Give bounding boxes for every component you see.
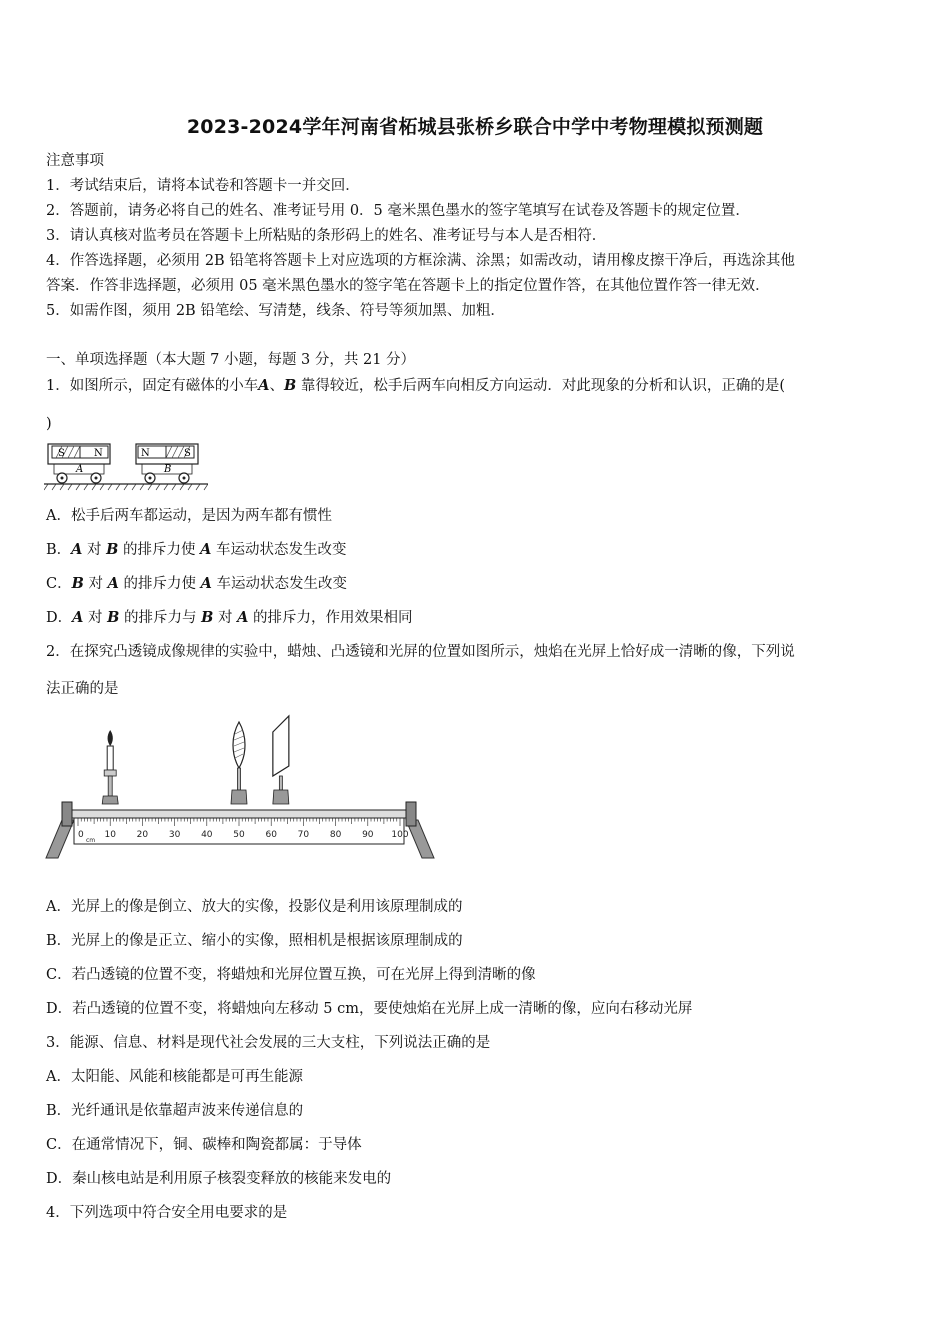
q2-option-b: B．光屏上的像是正立、缩小的实像，照相机是根据该原理制成的 [46,933,463,949]
ruler-tick-label: 80 [329,830,342,840]
bench-rail [72,810,406,818]
q1-d-p4: 对 [213,610,238,626]
notice-item: 1．考试结束后，请将本试卷和答题卡一并交回． [46,178,360,194]
q2-stem-line2: 法正确的是 [46,681,119,697]
q1-b-v3: A [200,541,212,558]
lens-holder [231,790,247,804]
q1-stem-sep: 、 [269,378,284,394]
q1-c-p3: 的排斥力使 [118,576,201,592]
cart-b-label: B [164,464,172,475]
magnet-b-left-pole: N [141,448,150,459]
ruler-tick-label: 60 [265,830,277,840]
q1-option-a: A．松手后两车都运动，是因为两车都有惯性 [46,508,332,524]
q1-c-p2: 对 [83,576,108,592]
ruler-tick-label: 0 [78,830,84,840]
q1-d-v3: B [201,609,214,626]
cart-a [48,444,110,483]
q1-b-p1: B． [46,542,72,558]
q3-option-a: A．太阳能、风能和核能都是可再生能源 [46,1069,303,1085]
ruler-tick-label: 10 [104,830,116,840]
candle-body [107,746,113,770]
q1-carts-figure [44,440,208,492]
notice-item: 2．答题前，请务必将自己的姓名、准考证号用 0．5 毫米黑色墨水的签字笔填写在试卷及答题卡的规定位置． [46,203,750,219]
q1-c-p1: C． [46,576,72,592]
q1-stem-end: ) [46,416,52,432]
ruler-tick-label: 90 [362,830,374,840]
lens-body [233,722,245,768]
q2-option-c: C．若凸透镜的位置不变，将蜡烛和光屏位置互换，可在光屏上得到清晰的像 [46,967,536,983]
q1-c-v1: B [71,575,84,592]
notice-item: 4．作答选择题，必须用 2B 铅笔将答题卡上对应选项的方框涂满、涂黑；如需改动，请用橡皮擦干净后，再选涂其他 [46,253,795,269]
cart-a-label: A [76,464,84,475]
q1-b-v2: B [106,541,119,558]
q3-option-d: D．秦山核电站是利用原子核裂变释放的核能来发电的 [46,1171,392,1187]
q1-var-a: A [258,377,270,394]
q1-c-p4: 车运动状态发生改变 [211,576,347,592]
q4-stem: 4．下列选项中符合安全用电要求的是 [46,1205,288,1221]
q3-option-b: B．光纤通讯是依靠超声波来传递信息的 [46,1103,304,1119]
magnet-b-right-pole: S [184,448,191,459]
q1-d-v4: A [237,609,249,626]
q2-option-a: A．光屏上的像是倒立、放大的实像，投影仪是利用该原理制成的 [46,899,463,915]
q1-b-p3: 的排斥力使 [118,542,201,558]
convex-lens [231,722,247,804]
q1-d-v1: A [72,609,84,626]
q1-d-p1: D． [46,610,73,626]
candle-flame [108,730,113,746]
q1-option-d [46,608,412,628]
ruler-unit: cm [86,837,96,844]
candle-holder [102,796,118,804]
q1-stem [46,376,785,396]
q1-d-p5: 的排斥力，作用效果相同 [248,610,413,626]
ruler-tick-label: 70 [297,830,310,840]
ruler-tick-label: 50 [233,830,245,840]
magnet-a-right-pole: N [94,448,103,459]
q1-option-c [46,574,347,594]
candle [102,730,118,804]
ruler-tick-label: 100 [391,830,409,840]
cart-b [136,444,198,483]
q1-stem-a: 1．如图所示，固定有磁体的小车 [46,378,259,394]
q1-b-p2: 对 [82,542,107,558]
q1-d-v2: B [107,609,120,626]
q2-stem-line1: 2．在探究凸透镜成像规律的实验中，蜡烛、凸透镜和光屏的位置如图所示，烛焰在光屏上恰好成一清晰的像，下列说 [46,644,795,660]
notice-item: 5．如需作图，须用 2B 铅笔绘、写清楚，线条、符号等须加黑、加粗． [46,303,505,319]
q3-stem: 3．能源、信息、材料是现代社会发展的三大支柱，下列说法正确的是 [46,1035,491,1051]
bench-right-post [406,802,416,826]
ruler-tick-label: 20 [136,830,149,840]
q1-b-p4: 车运动状态发生改变 [211,542,347,558]
magnet-a-left-pole: S [58,448,65,459]
q1-d-p2: 对 [83,610,108,626]
q1-option-b [46,540,347,560]
notice-item: 3．请认真核对监考员在答题卡上所粘贴的条形码上的姓名、准考证号与本人是否相符． [46,228,607,244]
q1-c-v3: A [200,575,212,592]
q3-option-c: C．在通常情况下，铜、碳棒和陶瓷都属：于导体 [46,1137,362,1153]
q2-optical-bench-figure [44,708,436,864]
ruler-tick-label: 40 [201,830,213,840]
q1-b-v1: A [71,541,83,558]
q2-option-d: D．若凸透镜的位置不变，将蜡烛向左移动 5 cm，要使烛焰在光屏上成一清晰的像，应向右移动光屏 [46,1001,693,1017]
screen-holder [273,790,289,804]
screen-panel [273,716,289,776]
q1-var-b: B [284,377,297,394]
q1-d-p3: 的排斥力与 [119,610,202,626]
notice-heading: 注意事项 [46,153,104,169]
bench-left-post [62,802,72,826]
section-heading: 一、单项选择题（本大题 7 小题，每题 3 分，共 21 分） [46,352,416,368]
q1-stem-b: 靠得较近，松手后两车向相反方向运动．对此现象的分析和认识，正确的是( [296,378,786,394]
ground-hatch [44,484,208,490]
notice-item: 答案．作答非选择题，必须用 05 毫米黑色墨水的签字笔在答题卡上的指定位置作答，在其他位置作答一律无效． [46,278,770,294]
page-title: 2023-2024学年河南省柘城县张桥乡联合中学中考物理模拟预测题 [186,116,764,138]
q1-c-v2: A [107,575,119,592]
ruler-tick-label: 30 [168,830,181,840]
light-screen [273,716,289,804]
